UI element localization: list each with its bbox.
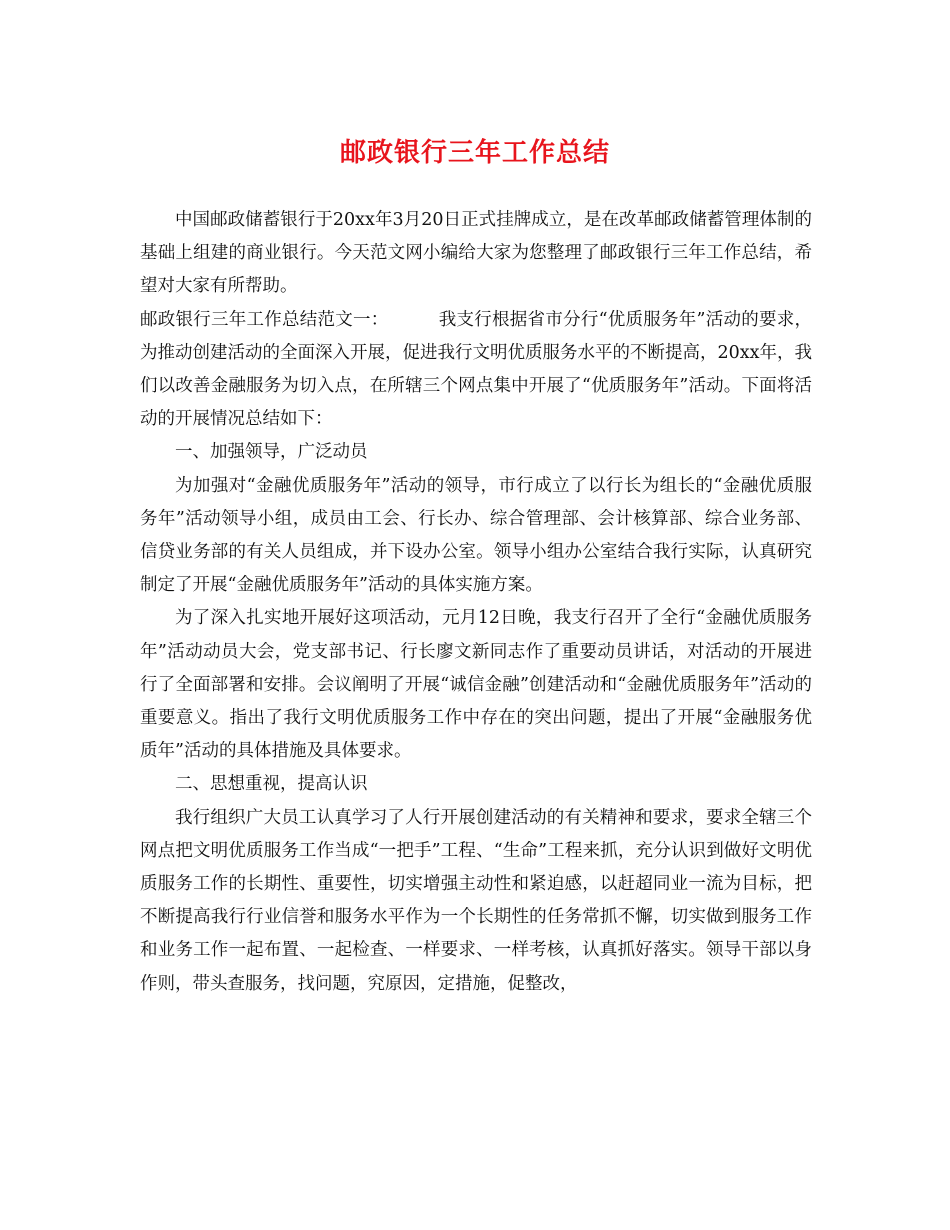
section-1-paragraph-1: 为加强对“金融优质服务年”活动的领导，市行成立了以行长为组长的“金融优质服务年”活动领导小组，成员由工会、行长办、综合管理部、会计核算部、综合业务部、信贷业务部的有关人员组成，并下设办公室。领导小组办公室结合我行实际，认真研究制定了开展“金融优质服务年”活动的具体实施方案。	[140, 475, 812, 596]
intro-paragraph: 中国邮政储蓄银行于20xx年3月20日正式挂牌成立，是在改革邮政储蓄管理体制的基础上组建的商业银行。今天范文网小编给大家为您整理了邮政银行三年工作总结，希望对大家有所帮助。	[140, 210, 812, 297]
sample-text: 我支行根据省市分行“优质服务年”活动的要求，为推动创建活动的全面深入开展，促进我行文明优质服务水平的不断提高，20xx年，我们以改善金融服务为切入点，在所辖三个网点集中开展了“优质服务年”活动。下面将活动的开展情况总结如下：	[140, 309, 813, 430]
section-1-heading: 一、加强领导，广泛动员	[175, 442, 368, 463]
document-body	[140, 204, 812, 1001]
sample-label: 邮政银行三年工作总结范文一：	[140, 309, 389, 330]
sample-paragraph	[140, 304, 812, 437]
page-title: 邮政银行三年工作总结	[339, 138, 610, 168]
section-2-paragraph-1: 我行组织广大员工认真学习了人行开展创建活动的有关精神和要求，要求全辖三个网点把文明优质服务工作当成“一把手”工程、“生命”工程来抓，充分认识到做好文明优质服务工作的长期性、重要性，切实增强主动性和紧迫感，以赶超同业一流为目标，把不断提高我行行业信誉和服务水平作为一个长期性的任务常抓不懈，切实做到服务工作和业务工作一起布置、一起检查、一样要求、一样考核，认真抓好落实。领导干部以身作则，带头查服务，找问题，究原因，定措施，促整改，	[140, 807, 812, 994]
section-2-heading: 二、思想重视，提高认识	[175, 774, 368, 795]
section-1-paragraph-2: 为了深入扎实地开展好这项活动，元月12日晚，我支行召开了全行“金融优质服务年”活动动员大会，党支部书记、行长廖文新同志作了重要动员讲话，对活动的开展进行了全面部署和安排。会议阐明了开展“诚信金融”创建活动和“金融优质服务年”活动的重要意义。指出了我行文明优质服务工作中存在的突出问题，提出了开展“金融服务优质年”活动的具体措施及具体要求。	[140, 608, 812, 762]
